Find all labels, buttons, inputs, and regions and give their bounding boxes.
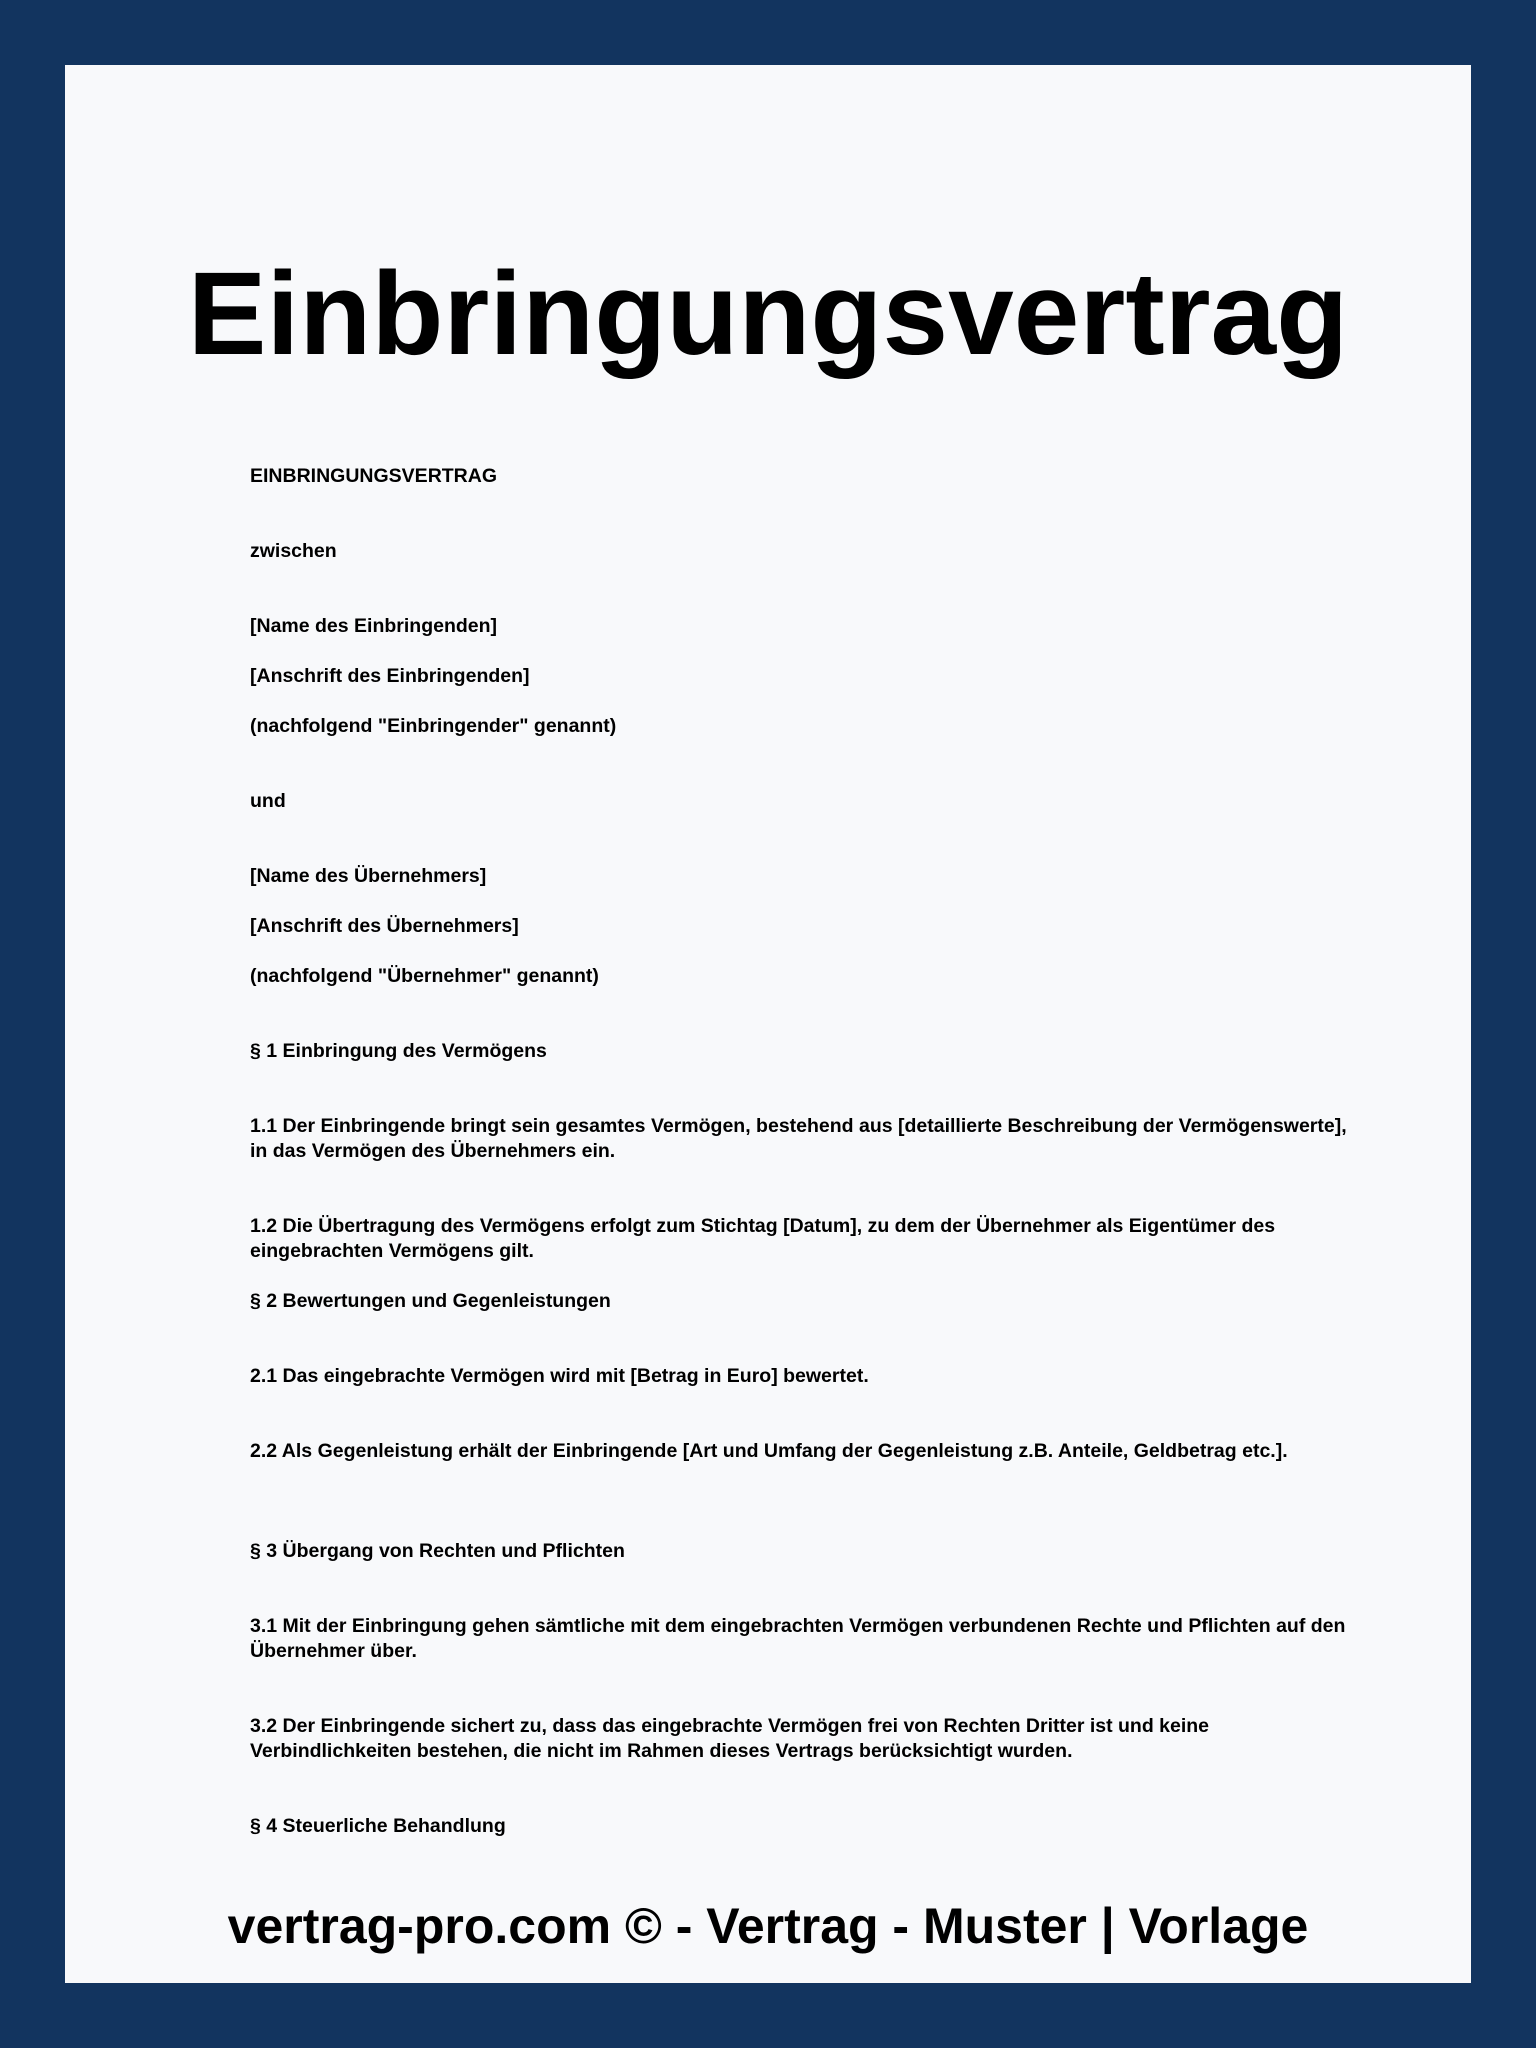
- paragraph-between: zwischen: [250, 540, 337, 562]
- footer-watermark: vertrag-pro.com © - Vertrag - Muster | Vorlage: [227, 1898, 1309, 1954]
- contributor-address: [Anschrift des Einbringenden]: [250, 665, 530, 687]
- document-title: Einbringungsvertrag: [187, 248, 1349, 380]
- clause-3-2: 3.2 Der Einbringende sichert zu, dass das eingebrachte Vermögen frei von Rechten Dritter ist und keine Verbindlichkeiten bestehen, die nicht im Rahmen dieses Vertrags berücksichtigt wurden.: [250, 1715, 1210, 1762]
- paragraph-and: und: [250, 790, 286, 812]
- section-heading-1: § 1 Einbringung des Vermögens: [250, 1040, 547, 1062]
- acquirer-name: [Name des Übernehmers]: [250, 865, 487, 887]
- clause-3-1: 3.1 Mit der Einbringung gehen sämtliche mit dem eingebrachten Vermögen verbundenen Rechte und Pflichten auf den Übernehmer über.: [250, 1615, 1346, 1662]
- clause-1-2: 1.2 Die Übertragung des Vermögens erfolgt zum Stichtag [Datum], zu dem der Übernehmer als Eigentümer des eingebrachten Vermögens gilt.: [250, 1215, 1276, 1262]
- clause-2-2: 2.2 Als Gegenleistung erhält der Einbringende [Art und Umfang der Gegenleistung z.B. Anteile, Geldbetrag etc.].: [250, 1440, 1288, 1462]
- section-heading-2: § 2 Bewertungen und Gegenleistungen: [250, 1290, 611, 1312]
- contributor-name: [Name des Einbringenden]: [250, 615, 498, 637]
- acquirer-designation: (nachfolgend "Übernehmer" genannt): [250, 965, 599, 987]
- contributor-designation: (nachfolgend "Einbringender" genannt): [250, 715, 617, 737]
- clause-1-1: 1.1 Der Einbringende bringt sein gesamtes Vermögen, bestehend aus [detaillierte Beschreibung der Vermögenswerte], in das Vermögen des Übernehmers ein.: [250, 1115, 1347, 1162]
- clause-2-1: 2.1 Das eingebrachte Vermögen wird mit [Betrag in Euro] bewertet.: [250, 1365, 869, 1387]
- contract-heading: EINBRINGUNGSVERTRAG: [250, 465, 498, 487]
- document-page: [65, 65, 1471, 1983]
- acquirer-address: [Anschrift des Übernehmers]: [250, 915, 519, 937]
- section-heading-3: § 3 Übergang von Rechten und Pflichten: [250, 1540, 625, 1562]
- section-heading-4: § 4 Steuerliche Behandlung: [250, 1815, 506, 1837]
